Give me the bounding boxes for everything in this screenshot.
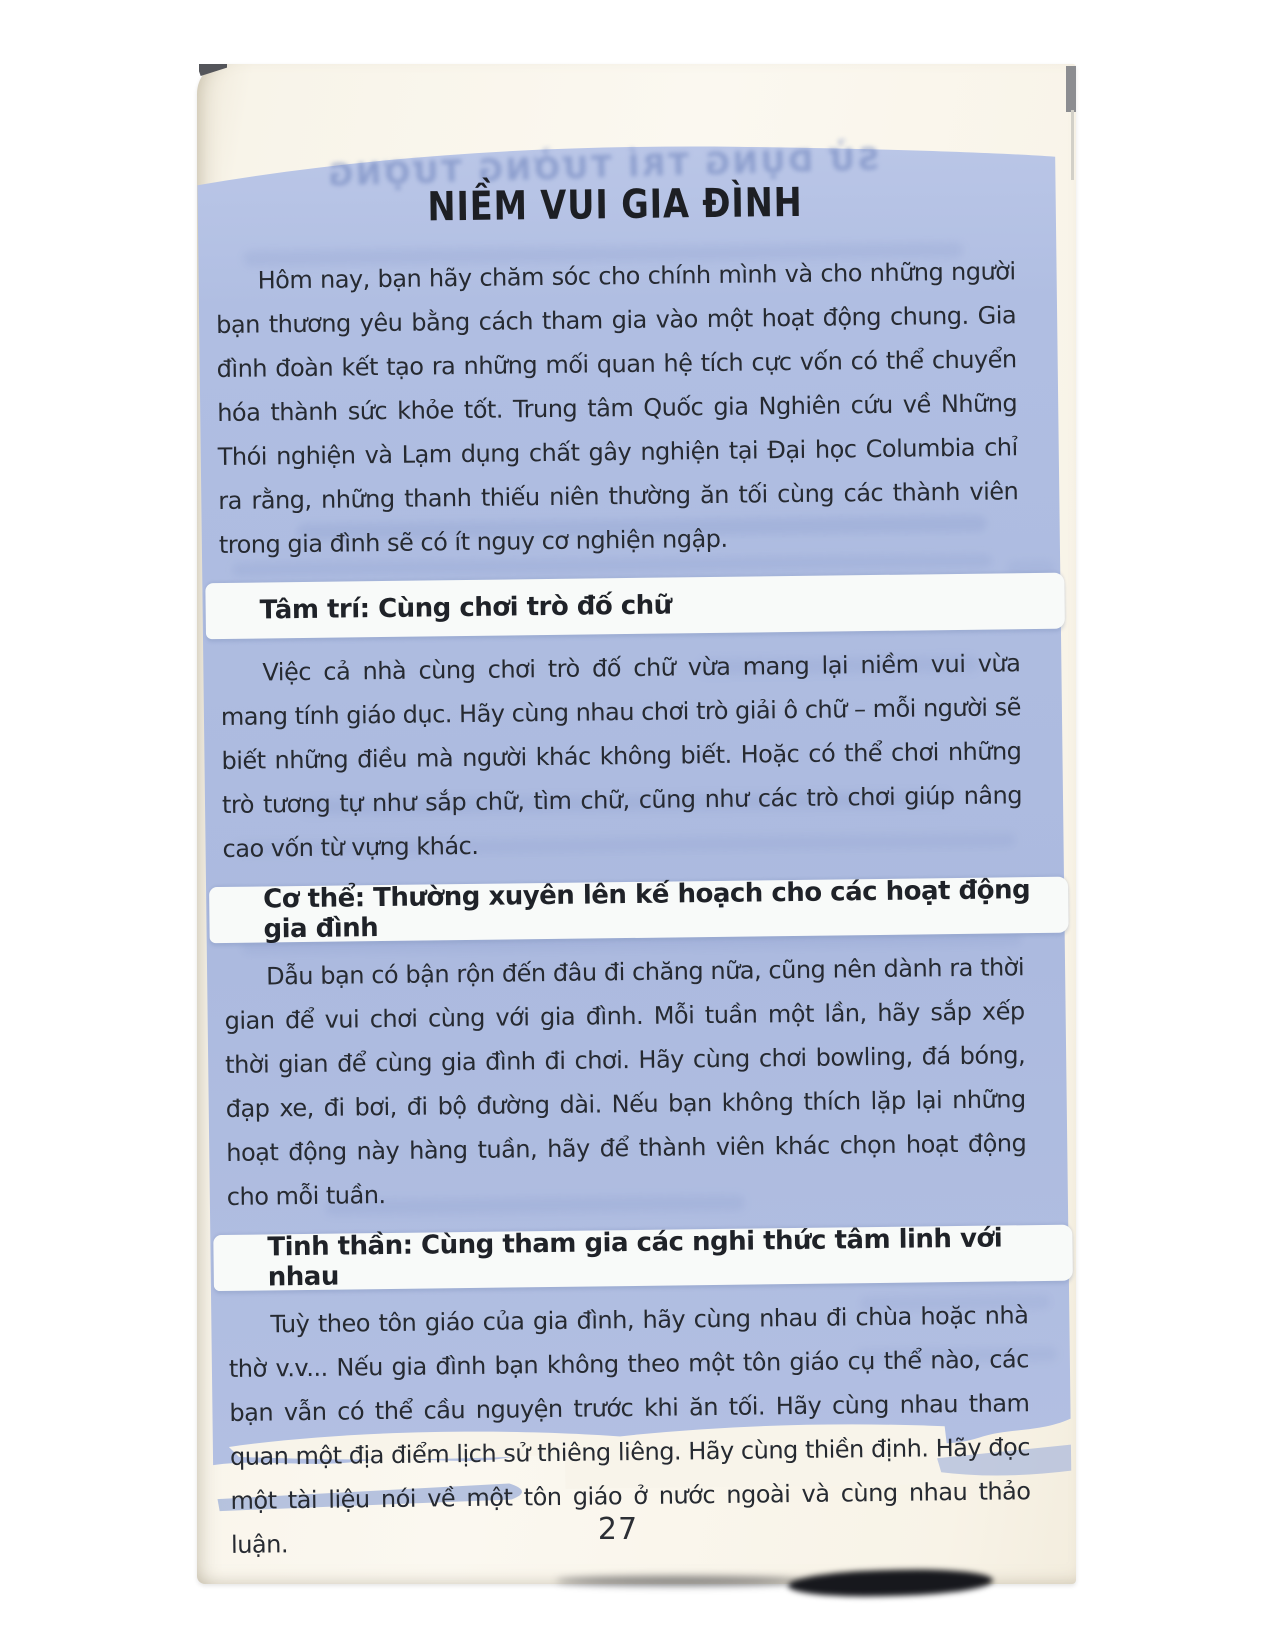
paragraph-spirit: Tuỳ theo tôn giáo của gia đình, hãy cùng nhau đi chùa hoặc nhà thờ v.v... Nếu gia đình bạn không theo một tôn giáo cụ thể nào, các bạn vẫn có thể cầu nguyện trước khi ăn tối. Hãy cùng nhau tham quan một địa điểm lịch sử thiêng liêng. Hãy cùng thiền định. Hãy đọc một tài liệu nói về một tôn giáo ở nước ngoài và cùng nhau thảo luận.	[228, 1301, 1031, 1559]
chapter-title-text: NIỀM VUI GIA ĐÌNH	[426, 179, 803, 231]
paragraph-body: Dẫu bạn có bận rộn đến đâu đi chăng nữa, cũng nên dành ra thời gian để vui chơi cùng với gia đình. Mỗi tuần một lần, hãy sắp xếp thời gian để cùng gia đình đi chơi. Hãy cùng chơi bowling, đá bóng, đạp xe, đi bơi, đi bộ đường dài. Nếu bạn không thích lặp lại những hoạt động này hàng tuần, hãy để thành viên khác chọn hoạt động cho mỗi tuần.	[224, 953, 1027, 1211]
section-heading-band-spirit	[213, 1225, 1073, 1291]
section-heading-band-mind	[205, 573, 1065, 639]
page-number: 27	[597, 1512, 639, 1547]
section-heading-spirit: Tinh thần: Cùng tham gia các nghi thức tâm linh với nhau	[267, 1223, 1003, 1293]
page-shadow	[556, 1576, 801, 1586]
paragraph-intro: Hôm nay, bạn hãy chăm sóc cho chính mình và cho những người bạn thương yêu bằng cách tham gia vào một hoạt động chung. Gia đình đoàn kết tạo ra những mối quan hệ tích cực vốn có thể chuyển hóa thành sức khỏe tốt. Trung tâm Quốc gia Nghiên cứu về Những Thói nghiện và Lạm dụng chất gây nghiện tại Đại học Columbia chỉ ra rằng, những thanh thiếu niên thường ăn tối cùng các thành viên trong gia đình sẽ có ít nguy cơ nghiện ngập.	[215, 257, 1019, 560]
section-heading-body: Cơ thể: Thường xuyên lên kế hoạch cho các hoạt động gia đình	[263, 875, 1031, 945]
chapter-title	[214, 177, 1015, 233]
paragraph-mind: Việc cả nhà cùng chơi trò đố chữ vừa mang lại niềm vui vừa mang tính giáo dục. Hãy cùng nhau chơi trò giải ô chữ – mỗi người sẽ biết những điều mà người khác không biết. Hoặc có thể chơi những trò tương tự như sắp chữ, tìm chữ, cũng như các trò chơi giúp nâng cao vốn từ vựng khác.	[220, 649, 1023, 863]
section-heading-mind: Tâm trí: Cùng chơi trò đố chữ	[259, 590, 672, 626]
section-heading-band-body	[209, 877, 1069, 943]
bleedthrough-title: SỬ DỤNG TRÍ TƯỞNG TƯỢNG	[324, 142, 880, 194]
page-content	[214, 167, 1031, 1571]
